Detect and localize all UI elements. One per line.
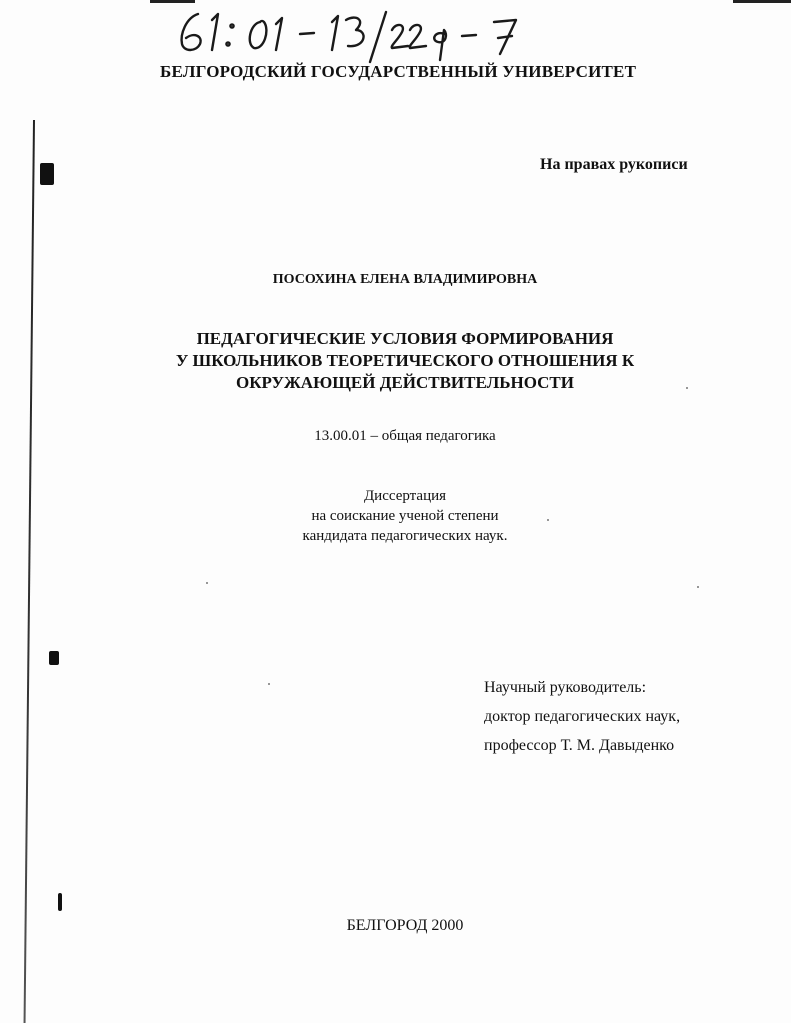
scan-speck bbox=[268, 683, 270, 685]
scan-speck bbox=[697, 586, 699, 588]
author-name: ПОСОХИНА ЕЛЕНА ВЛАДИМИРОВНА bbox=[272, 272, 538, 287]
handwritten-archive-code bbox=[160, 0, 560, 70]
scan-edge-mark bbox=[733, 0, 791, 3]
binding-hole-mark bbox=[58, 893, 62, 911]
dissertation-line: Диссертация bbox=[363, 488, 447, 504]
dissertation-degree-block bbox=[200, 486, 610, 546]
advisor-line: доктор педагогических наук, bbox=[484, 708, 681, 725]
advisor-line: профессор Т. М. Давыденко bbox=[484, 737, 675, 754]
manuscript-rights-note: На правах рукописи bbox=[540, 156, 688, 173]
title-line: ПЕДАГОГИЧЕСКИЕ УСЛОВИЯ ФОРМИРОВАНИЯ bbox=[196, 329, 614, 348]
university-name: БЕЛГОРОДСКИЙ ГОСУДАРСТВЕННЫЙ УНИВЕРСИТЕТ bbox=[160, 62, 637, 81]
advisor-line: Научный руководитель: bbox=[484, 679, 647, 696]
title-line: У ШКОЛЬНИКОВ ТЕОРЕТИЧЕСКОГО ОТНОШЕНИЯ К bbox=[175, 351, 635, 370]
dissertation-title bbox=[120, 328, 690, 394]
specialty-code: 13.00.01 – общая педагогика bbox=[314, 428, 496, 444]
dissertation-line: на соискание ученой степени bbox=[311, 508, 499, 524]
title-line: ОКРУЖАЮЩЕЙ ДЕЙСТВИТЕЛЬНОСТИ bbox=[236, 373, 574, 392]
binding-hole-mark bbox=[49, 651, 59, 665]
city-year: БЕЛГОРОД 2000 bbox=[346, 917, 464, 934]
scientific-advisor-block bbox=[484, 673, 764, 760]
scan-speck bbox=[206, 582, 208, 584]
binding-hole-mark bbox=[40, 163, 54, 185]
dissertation-line: кандидата педагогических наук. bbox=[302, 528, 508, 544]
binding-line bbox=[24, 120, 35, 1023]
